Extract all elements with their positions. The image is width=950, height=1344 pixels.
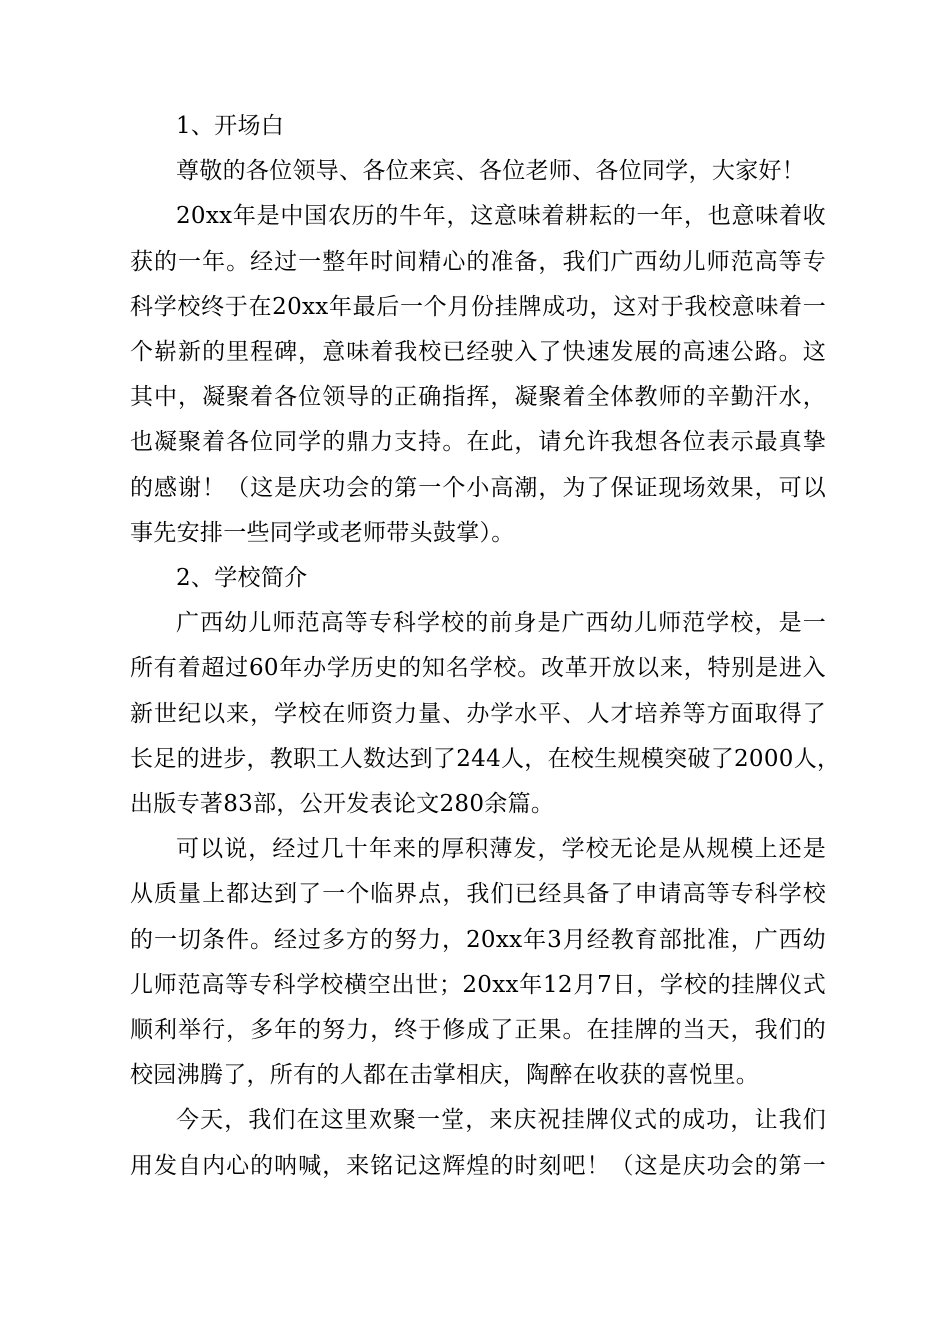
document-body [130,104,841,1189]
greeting-paragraph [130,149,826,194]
text-line: 1、开场白 [176,113,285,139]
text-line: 校园沸腾了，所有的人都在击掌相庆，陶醉在收获的喜悦里。 [130,1062,760,1089]
text-line: 可以说，经过几十年来的厚积薄发，学校无论是从规模上还是 [176,836,826,863]
text-line: 所有着超过60年办学历史的知名学校。改革开放以来，特别是进入 [130,655,826,682]
text-line: 也凝聚着各位同学的鼎力支持。在此，请允许我想各位表示最真挚 [130,429,826,456]
body-paragraph-celebration [130,1098,826,1188]
text-line: 出版专著83部，公开发表论文280余篇。 [130,791,555,818]
text-line: 儿师范高等专科学校横空出世；20xx年12月7日，学校的挂牌仪式 [130,971,826,998]
section-heading-opening [130,104,826,149]
text-line: 事先安排一些同学或老师带头鼓掌）。 [130,519,515,546]
text-line: 科学校终于在20xx年最后一个月份挂牌成功，这对于我校意味着一 [130,293,826,320]
text-line: 个崭新的里程碑，意味着我校已经驶入了快速发展的高速公路。这 [130,339,826,366]
text-line: 长足的进步，教职工人数达到了244人，在校生规模突破了2000人， [130,745,841,772]
text-line: 尊敬的各位领导、各位来宾、各位老师、各位同学，大家好！ [176,158,806,185]
text-line: 其中，凝聚着各位领导的正确指挥，凝聚着全体教师的辛勤汗水， [130,384,826,411]
body-paragraph-thanks [130,194,826,556]
text-line: 从质量上都达到了一个临界点，我们已经具备了申请高等专科学校 [130,881,826,908]
body-paragraph-history [130,601,841,827]
text-line: 广西幼儿师范高等专科学校的前身是广西幼儿师范学校，是一 [176,610,826,637]
text-line: 的感谢！（这是庆功会的第一个小高潮，为了保证现场效果，可以 [130,474,826,501]
text-line: 用发自内心的呐喊，来铭记这辉煌的时刻吧！（这是庆功会的第一 [130,1152,826,1179]
text-line: 新世纪以来，学校在师资力量、办学水平、人才培养等方面取得了 [130,700,826,727]
text-line: 顺利举行，多年的努力，终于修成了正果。在挂牌的当天，我们的 [130,1017,826,1044]
text-line: 20xx年是中国农历的牛年，这意味着耕耘的一年，也意味着收 [176,203,826,230]
text-line: 的一切条件。经过多方的努力，20xx年3月经教育部批准，广西幼 [130,926,826,953]
text-line: 今天，我们在这里欢聚一堂，来庆祝挂牌仪式的成功，让我们 [176,1107,826,1134]
text-line: 2、学校简介 [176,565,308,592]
body-paragraph-upgrade [130,827,826,1098]
section-heading-school-intro [130,556,826,601]
text-line: 获的一年。经过一整年时间精心的准备，我们广西幼儿师范高等专 [130,248,826,275]
